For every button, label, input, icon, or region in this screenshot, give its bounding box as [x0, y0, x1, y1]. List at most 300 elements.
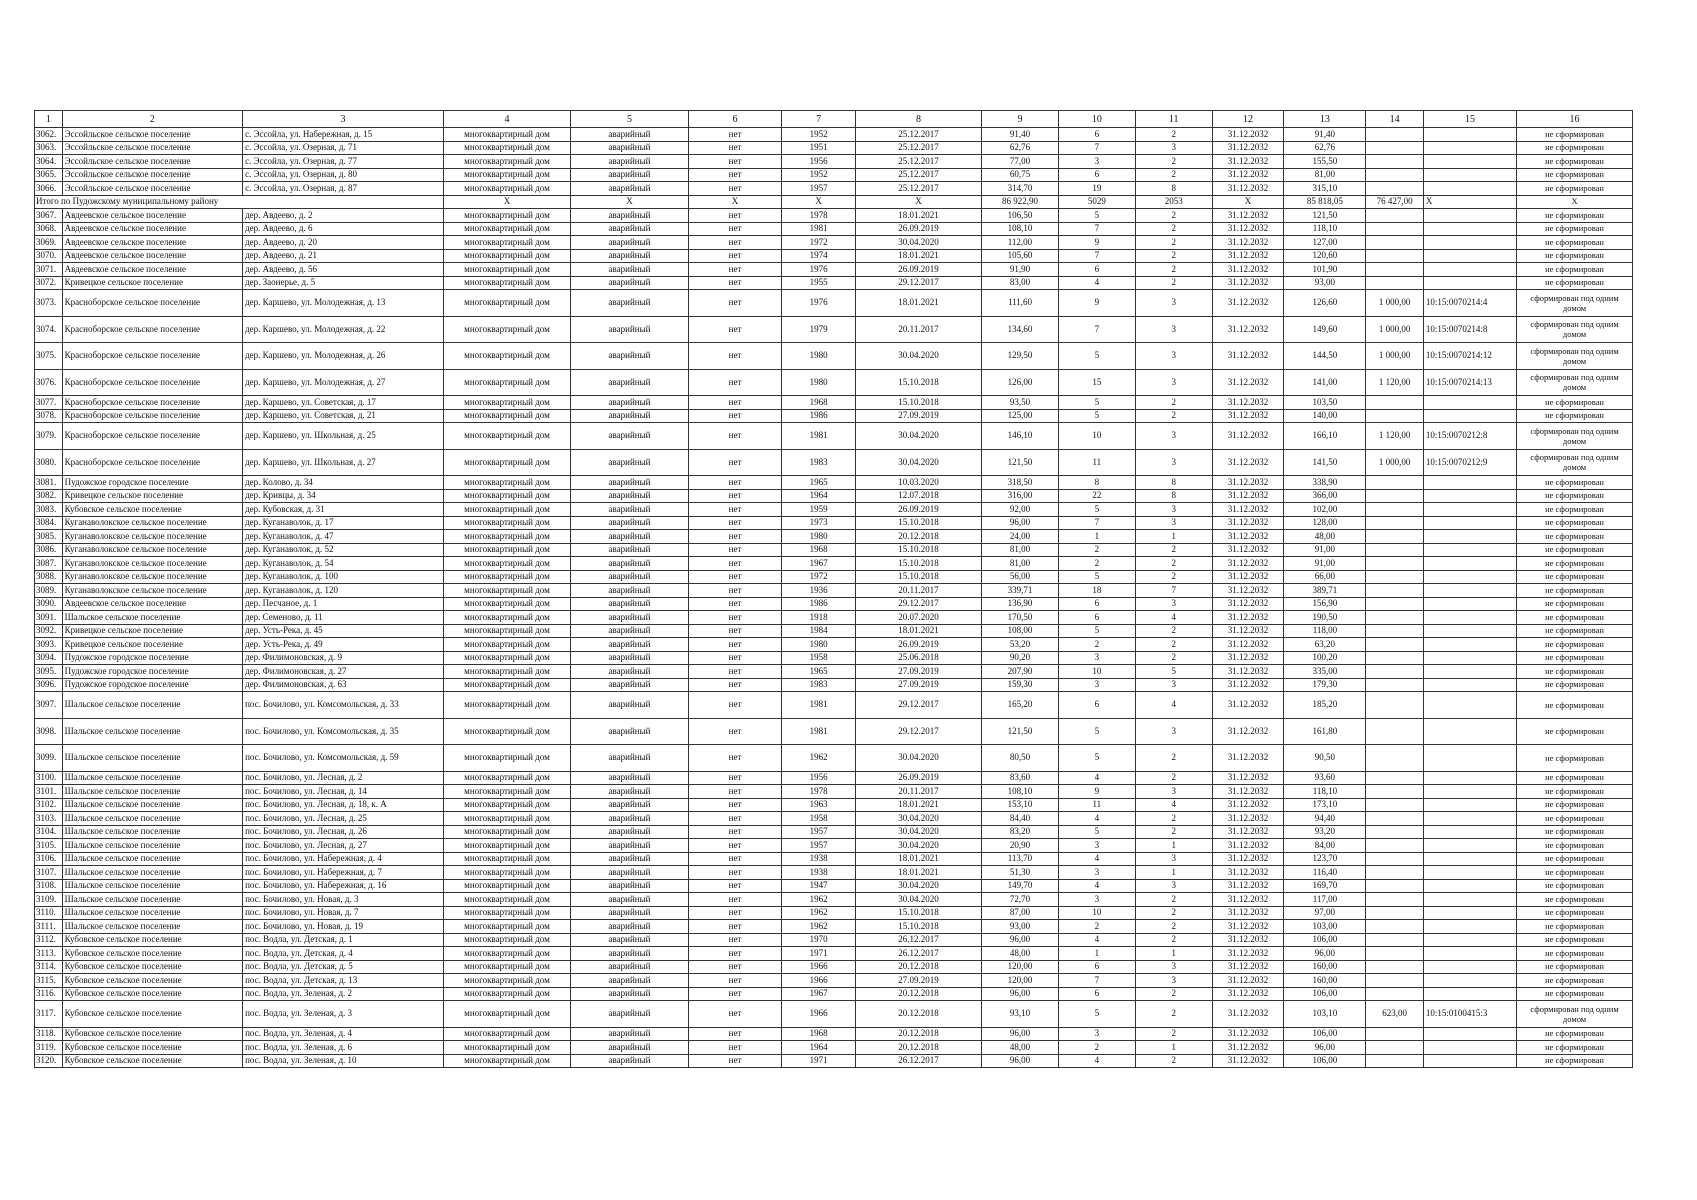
address-cell: дер. Авдеево, д. 56: [243, 263, 444, 277]
table-row: [35, 866, 1633, 880]
municipality-cell: Пудожское городское поселение: [62, 476, 242, 490]
land-status-cell: сформирован под одним домом: [1517, 343, 1633, 370]
recognition-date-cell: 20.12.2018: [855, 1001, 981, 1028]
year-built-cell: 1955: [782, 276, 856, 290]
heritage-status-cell: нет: [688, 638, 781, 652]
municipality-cell: Красноборское сельское поселение: [62, 396, 242, 410]
cadastral-number-cell: [1423, 745, 1516, 772]
total-area-cell: 105,60: [982, 249, 1059, 263]
apartments-cell: 2: [1135, 920, 1212, 934]
condition-cell: аварийный: [571, 692, 689, 719]
apartments-cell: 3: [1135, 597, 1212, 611]
land-area-cell: [1366, 785, 1423, 799]
row-number-cell: 3081.: [35, 476, 63, 490]
area-resettled-cell: 103,50: [1284, 396, 1366, 410]
row-number-cell: 3083.: [35, 503, 63, 517]
cadastral-number-cell: [1423, 543, 1516, 557]
land-area-cell: [1366, 570, 1423, 584]
recognition-date-cell: 18.01.2021: [855, 209, 981, 223]
resettlement-date-cell: 31.12.2032: [1212, 771, 1284, 785]
heritage-status-cell: нет: [688, 624, 781, 638]
land-area-cell: [1366, 947, 1423, 961]
total-area-cell: 165,20: [982, 692, 1059, 719]
area-resettled-cell: 81,00: [1284, 168, 1366, 182]
condition-cell: аварийный: [571, 476, 689, 490]
residents-cell: 2: [1058, 543, 1135, 557]
total-area-cell: 125,00: [982, 409, 1059, 423]
land-status-cell: не сформирован: [1517, 141, 1633, 155]
land-status-cell: не сформирован: [1517, 960, 1633, 974]
apartments-cell: 2: [1135, 825, 1212, 839]
row-number-cell: 3095.: [35, 665, 63, 679]
year-built-cell: 1981: [782, 423, 856, 450]
address-cell: дер. Куганаволок, д. 120: [243, 584, 444, 598]
area-resettled-cell: 90,50: [1284, 745, 1366, 772]
area-resettled-cell: 91,00: [1284, 543, 1366, 557]
total-cadastral-number-cell: X: [1423, 195, 1516, 209]
address-cell: дер. Каршево, ул. Советская, д. 17: [243, 396, 444, 410]
apartments-cell: 3: [1135, 516, 1212, 530]
row-number-cell: 3074.: [35, 316, 63, 343]
address-cell: пос. Бочилово, ул. Набережная, д. 4: [243, 852, 444, 866]
condition-cell: аварийный: [571, 276, 689, 290]
building-type-cell: многоквартирный дом: [443, 503, 570, 517]
heritage-status-cell: нет: [688, 893, 781, 907]
building-type-cell: многоквартирный дом: [443, 798, 570, 812]
table-row: [35, 933, 1633, 947]
land-area-cell: [1366, 798, 1423, 812]
column-header: 9: [982, 111, 1059, 128]
building-type-cell: многоквартирный дом: [443, 168, 570, 182]
resettlement-date-cell: 31.12.2032: [1212, 987, 1284, 1001]
cadastral-number-cell: [1423, 263, 1516, 277]
building-type-cell: многоквартирный дом: [443, 543, 570, 557]
address-cell: пос. Бочилово, ул. Лесная, д. 26: [243, 825, 444, 839]
cadastral-number-cell: [1423, 128, 1516, 142]
resettlement-date-cell: 31.12.2032: [1212, 423, 1284, 450]
recognition-date-cell: 15.10.2018: [855, 396, 981, 410]
land-status-cell: не сформирован: [1517, 128, 1633, 142]
address-cell: дер. Каршево, ул. Молодежная, д. 13: [243, 290, 444, 317]
residents-cell: 5: [1058, 570, 1135, 584]
cadastral-number-cell: [1423, 906, 1516, 920]
land-status-cell: не сформирован: [1517, 263, 1633, 277]
column-header: 6: [688, 111, 781, 128]
recognition-date-cell: 20.12.2018: [855, 960, 981, 974]
building-type-cell: многоквартирный дом: [443, 249, 570, 263]
land-area-cell: [1366, 155, 1423, 169]
total-area-cell: 207,90: [982, 665, 1059, 679]
area-resettled-cell: 121,50: [1284, 209, 1366, 223]
municipality-cell: Шальское сельское поселение: [62, 798, 242, 812]
building-type-cell: многоквартирный дом: [443, 423, 570, 450]
table-row: [35, 974, 1633, 988]
resettlement-date-cell: 31.12.2032: [1212, 745, 1284, 772]
residents-cell: 4: [1058, 1054, 1135, 1068]
land-area-cell: 1 000,00: [1366, 316, 1423, 343]
land-status-cell: не сформирован: [1517, 276, 1633, 290]
residents-cell: 5: [1058, 343, 1135, 370]
row-number-cell: 3091.: [35, 611, 63, 625]
cadastral-number-cell: [1423, 651, 1516, 665]
cadastral-number-cell: [1423, 920, 1516, 934]
total-area-cell: 60,75: [982, 168, 1059, 182]
apartments-cell: 1: [1135, 1041, 1212, 1055]
area-resettled-cell: 93,60: [1284, 771, 1366, 785]
address-cell: пос. Водла, ул. Зеленая, д. 2: [243, 987, 444, 1001]
municipality-cell: Эссойльское сельское поселение: [62, 182, 242, 196]
condition-cell: аварийный: [571, 933, 689, 947]
resettlement-date-cell: 31.12.2032: [1212, 236, 1284, 250]
land-area-cell: [1366, 557, 1423, 571]
heritage-status-cell: нет: [688, 678, 781, 692]
municipality-cell: Красноборское сельское поселение: [62, 449, 242, 476]
table-row: [35, 249, 1633, 263]
table-row: [35, 852, 1633, 866]
cadastral-number-cell: [1423, 516, 1516, 530]
cadastral-number-cell: 10:15:0070214:8: [1423, 316, 1516, 343]
residents-cell: 6: [1058, 692, 1135, 719]
address-cell: дер. Авдеево, д. 20: [243, 236, 444, 250]
cadastral-number-cell: [1423, 1041, 1516, 1055]
recognition-date-cell: 26.12.2017: [855, 933, 981, 947]
row-number-cell: 3089.: [35, 584, 63, 598]
residents-cell: 2: [1058, 638, 1135, 652]
condition-cell: аварийный: [571, 718, 689, 745]
municipality-cell: Шальское сельское поселение: [62, 692, 242, 719]
heritage-status-cell: нет: [688, 290, 781, 317]
cadastral-number-cell: [1423, 947, 1516, 961]
row-number-cell: 3069.: [35, 236, 63, 250]
municipality-cell: Красноборское сельское поселение: [62, 423, 242, 450]
column-header: 12: [1212, 111, 1284, 128]
area-resettled-cell: 166,10: [1284, 423, 1366, 450]
table-row: [35, 812, 1633, 826]
heritage-status-cell: нет: [688, 1054, 781, 1068]
year-built-cell: 1974: [782, 249, 856, 263]
area-resettled-cell: 97,00: [1284, 906, 1366, 920]
total-label: Итого по Пудожскому муниципальному району: [35, 195, 444, 209]
total-area-cell: 91,40: [982, 128, 1059, 142]
row-number-cell: 3067.: [35, 209, 63, 223]
heritage-status-cell: нет: [688, 798, 781, 812]
resettlement-date-cell: 31.12.2032: [1212, 893, 1284, 907]
heritage-status-cell: нет: [688, 933, 781, 947]
resettlement-date-cell: 31.12.2032: [1212, 290, 1284, 317]
column-header: 8: [855, 111, 981, 128]
heritage-status-cell: нет: [688, 409, 781, 423]
cadastral-number-cell: [1423, 825, 1516, 839]
residents-cell: 7: [1058, 249, 1135, 263]
building-type-cell: многоквартирный дом: [443, 933, 570, 947]
condition-cell: аварийный: [571, 839, 689, 853]
apartments-cell: 3: [1135, 369, 1212, 396]
total-recognition-date-cell: X: [855, 195, 981, 209]
area-resettled-cell: 103,10: [1284, 1001, 1366, 1028]
land-status-cell: не сформирован: [1517, 852, 1633, 866]
total-area-cell: 108,00: [982, 624, 1059, 638]
total-area-cell: 84,40: [982, 812, 1059, 826]
address-cell: пос. Бочилово, ул. Комсомольская, д. 59: [243, 745, 444, 772]
year-built-cell: 1984: [782, 624, 856, 638]
cadastral-number-cell: [1423, 785, 1516, 799]
address-cell: дер. Куганаволок, д. 100: [243, 570, 444, 584]
table-row: [35, 745, 1633, 772]
building-type-cell: многоквартирный дом: [443, 222, 570, 236]
cadastral-number-cell: [1423, 611, 1516, 625]
table-row: [35, 276, 1633, 290]
column-header: 16: [1517, 111, 1633, 128]
condition-cell: аварийный: [571, 155, 689, 169]
land-area-cell: [1366, 209, 1423, 223]
land-status-cell: не сформирован: [1517, 933, 1633, 947]
area-resettled-cell: 127,00: [1284, 236, 1366, 250]
apartments-cell: 7: [1135, 584, 1212, 598]
total-condition-cell: X: [571, 195, 689, 209]
land-status-cell: сформирован под одним домом: [1517, 1001, 1633, 1028]
residents-cell: 2: [1058, 920, 1135, 934]
municipality-cell: Пудожское городское поселение: [62, 665, 242, 679]
municipality-cell: Красноборское сельское поселение: [62, 316, 242, 343]
cadastral-number-cell: [1423, 476, 1516, 490]
row-number-cell: 3078.: [35, 409, 63, 423]
apartments-cell: 2: [1135, 812, 1212, 826]
land-status-cell: не сформирован: [1517, 249, 1633, 263]
row-number-cell: 3098.: [35, 718, 63, 745]
area-resettled-cell: 149,60: [1284, 316, 1366, 343]
recognition-date-cell: 26.12.2017: [855, 1054, 981, 1068]
recognition-date-cell: 15.10.2018: [855, 516, 981, 530]
resettlement-date-cell: 31.12.2032: [1212, 1027, 1284, 1041]
recognition-date-cell: 27.09.2019: [855, 678, 981, 692]
land-area-cell: [1366, 678, 1423, 692]
row-number-cell: 3085.: [35, 530, 63, 544]
row-number-cell: 3108.: [35, 879, 63, 893]
total-area-cell: 149,70: [982, 879, 1059, 893]
table-row: [35, 692, 1633, 719]
land-area-cell: [1366, 651, 1423, 665]
year-built-cell: 1918: [782, 611, 856, 625]
condition-cell: аварийный: [571, 1001, 689, 1028]
area-resettled-cell: 366,00: [1284, 489, 1366, 503]
row-number-cell: 3082.: [35, 489, 63, 503]
resettlement-date-cell: 31.12.2032: [1212, 141, 1284, 155]
condition-cell: аварийный: [571, 798, 689, 812]
building-type-cell: многоквартирный дом: [443, 584, 570, 598]
municipality-cell: Шальское сельское поселение: [62, 771, 242, 785]
apartments-cell: 2: [1135, 409, 1212, 423]
building-type-cell: многоквартирный дом: [443, 476, 570, 490]
residents-cell: 8: [1058, 476, 1135, 490]
residents-cell: 5: [1058, 503, 1135, 517]
recognition-date-cell: 18.01.2021: [855, 290, 981, 317]
table-row: [35, 1027, 1633, 1041]
total-area-cell: 134,60: [982, 316, 1059, 343]
condition-cell: аварийный: [571, 638, 689, 652]
area-resettled-cell: 48,00: [1284, 530, 1366, 544]
land-status-cell: не сформирован: [1517, 785, 1633, 799]
table-row: [35, 771, 1633, 785]
area-resettled-cell: 93,00: [1284, 276, 1366, 290]
recognition-date-cell: 27.09.2019: [855, 409, 981, 423]
recognition-date-cell: 30.04.2020: [855, 236, 981, 250]
land-area-cell: [1366, 974, 1423, 988]
total-area-cell: 92,00: [982, 503, 1059, 517]
municipality-cell: Шальское сельское поселение: [62, 906, 242, 920]
total-land-status-cell: X: [1517, 195, 1633, 209]
emergency-housing-table: [34, 110, 1633, 1068]
year-built-cell: 1967: [782, 987, 856, 1001]
heritage-status-cell: нет: [688, 168, 781, 182]
recognition-date-cell: 20.11.2017: [855, 584, 981, 598]
area-resettled-cell: 141,00: [1284, 369, 1366, 396]
resettlement-date-cell: 31.12.2032: [1212, 638, 1284, 652]
land-status-cell: не сформирован: [1517, 597, 1633, 611]
area-resettled-cell: 91,00: [1284, 557, 1366, 571]
table-row: [35, 396, 1633, 410]
heritage-status-cell: нет: [688, 718, 781, 745]
residents-cell: 22: [1058, 489, 1135, 503]
building-type-cell: многоквартирный дом: [443, 678, 570, 692]
recognition-date-cell: 15.10.2018: [855, 906, 981, 920]
table-row: [35, 155, 1633, 169]
area-resettled-cell: 106,00: [1284, 1054, 1366, 1068]
address-cell: пос. Бочилово, ул. Лесная, д. 25: [243, 812, 444, 826]
resettlement-date-cell: 31.12.2032: [1212, 263, 1284, 277]
building-type-cell: многоквартирный дом: [443, 839, 570, 853]
cadastral-number-cell: [1423, 1027, 1516, 1041]
land-status-cell: не сформирован: [1517, 611, 1633, 625]
residents-cell: 4: [1058, 852, 1135, 866]
recognition-date-cell: 20.12.2018: [855, 530, 981, 544]
land-area-cell: [1366, 692, 1423, 719]
land-status-cell: не сформирован: [1517, 866, 1633, 880]
address-cell: дер. Куганаволок, д. 54: [243, 557, 444, 571]
total-area-cell: 93,10: [982, 1001, 1059, 1028]
heritage-status-cell: нет: [688, 1001, 781, 1028]
land-status-cell: не сформирован: [1517, 974, 1633, 988]
total-area-cell: 153,10: [982, 798, 1059, 812]
row-number-cell: 3070.: [35, 249, 63, 263]
heritage-status-cell: нет: [688, 597, 781, 611]
apartments-cell: 2: [1135, 1054, 1212, 1068]
land-status-cell: не сформирован: [1517, 678, 1633, 692]
land-status-cell: не сформирован: [1517, 947, 1633, 961]
recognition-date-cell: 15.10.2018: [855, 557, 981, 571]
total-area-cell: 62,76: [982, 141, 1059, 155]
heritage-status-cell: нет: [688, 987, 781, 1001]
total-area-cell: 170,50: [982, 611, 1059, 625]
total-area-cell: 159,30: [982, 678, 1059, 692]
heritage-status-cell: нет: [688, 692, 781, 719]
land-status-cell: не сформирован: [1517, 987, 1633, 1001]
resettlement-date-cell: 31.12.2032: [1212, 1001, 1284, 1028]
land-status-cell: не сформирован: [1517, 409, 1633, 423]
land-status-cell: не сформирован: [1517, 503, 1633, 517]
heritage-status-cell: нет: [688, 611, 781, 625]
condition-cell: аварийный: [571, 611, 689, 625]
land-area-cell: [1366, 611, 1423, 625]
table-body: [35, 128, 1633, 1068]
table-row: [35, 947, 1633, 961]
land-area-cell: [1366, 128, 1423, 142]
table-row: [35, 624, 1633, 638]
year-built-cell: 1952: [782, 168, 856, 182]
land-area-cell: [1366, 182, 1423, 196]
recognition-date-cell: 26.09.2019: [855, 638, 981, 652]
land-status-cell: не сформирован: [1517, 543, 1633, 557]
heritage-status-cell: нет: [688, 1027, 781, 1041]
row-number-cell: 3115.: [35, 974, 63, 988]
heritage-status-cell: нет: [688, 263, 781, 277]
land-status-cell: не сформирован: [1517, 489, 1633, 503]
area-resettled-cell: 118,10: [1284, 785, 1366, 799]
resettlement-date-cell: 31.12.2032: [1212, 128, 1284, 142]
year-built-cell: 1972: [782, 236, 856, 250]
cadastral-number-cell: [1423, 570, 1516, 584]
address-cell: дер. Кривцы, д. 34: [243, 489, 444, 503]
total-heritage-status-cell: X: [688, 195, 781, 209]
cadastral-number-cell: [1423, 638, 1516, 652]
resettlement-date-cell: 31.12.2032: [1212, 557, 1284, 571]
table-row: [35, 825, 1633, 839]
land-status-cell: не сформирован: [1517, 665, 1633, 679]
cadastral-number-cell: [1423, 1054, 1516, 1068]
year-built-cell: 1971: [782, 1054, 856, 1068]
land-area-cell: [1366, 276, 1423, 290]
residents-cell: 6: [1058, 597, 1135, 611]
total-area-cell: 56,00: [982, 570, 1059, 584]
year-built-cell: 1983: [782, 449, 856, 476]
row-number-cell: 3112.: [35, 933, 63, 947]
resettlement-date-cell: 31.12.2032: [1212, 476, 1284, 490]
condition-cell: аварийный: [571, 423, 689, 450]
land-status-cell: не сформирован: [1517, 893, 1633, 907]
address-cell: пос. Бочилово, ул. Комсомольская, д. 35: [243, 718, 444, 745]
municipality-cell: Куганаволокское сельское поселение: [62, 584, 242, 598]
apartments-cell: 3: [1135, 423, 1212, 450]
area-resettled-cell: 66,00: [1284, 570, 1366, 584]
building-type-cell: многоквартирный дом: [443, 316, 570, 343]
resettlement-date-cell: 31.12.2032: [1212, 222, 1284, 236]
table-row: [35, 839, 1633, 853]
apartments-cell: 4: [1135, 798, 1212, 812]
recognition-date-cell: 30.04.2020: [855, 343, 981, 370]
heritage-status-cell: нет: [688, 209, 781, 223]
row-number-cell: 3073.: [35, 290, 63, 317]
address-cell: дер. Заонерье, д. 5: [243, 276, 444, 290]
address-cell: пос. Бочилово, ул. Лесная, д. 14: [243, 785, 444, 799]
residents-cell: 9: [1058, 236, 1135, 250]
recognition-date-cell: 30.04.2020: [855, 879, 981, 893]
condition-cell: аварийный: [571, 516, 689, 530]
address-cell: пос. Водла, ул. Детская, д. 1: [243, 933, 444, 947]
row-number-cell: 3119.: [35, 1041, 63, 1055]
building-type-cell: многоквартирный дом: [443, 974, 570, 988]
cadastral-number-cell: [1423, 236, 1516, 250]
total-area-cell: 96,00: [982, 1027, 1059, 1041]
municipality-cell: Эссойльское сельское поселение: [62, 128, 242, 142]
total-area-cell: 53,20: [982, 638, 1059, 652]
land-area-cell: [1366, 516, 1423, 530]
condition-cell: аварийный: [571, 141, 689, 155]
resettlement-date-cell: 31.12.2032: [1212, 651, 1284, 665]
cadastral-number-cell: [1423, 974, 1516, 988]
apartments-cell: 2: [1135, 128, 1212, 142]
apartments-cell: 2: [1135, 933, 1212, 947]
building-type-cell: многоквартирный дом: [443, 624, 570, 638]
residents-cell: 6: [1058, 168, 1135, 182]
